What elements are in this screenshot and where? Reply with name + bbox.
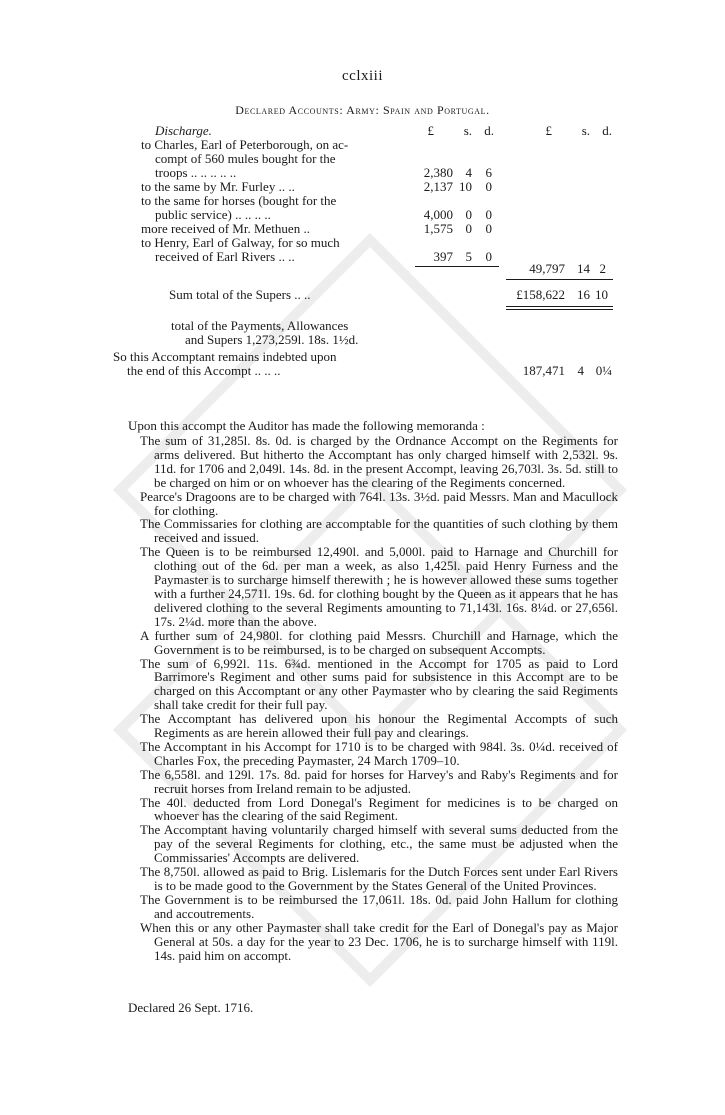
indebted-line: the end of this Accompt .. .. .. (127, 363, 281, 378)
entry-line: to Henry, Earl of Galway, for so much (141, 235, 340, 250)
page-number: cclxiii (342, 68, 383, 84)
memorandum-item: The Accomptant has delivered upon his honour the Regimental Accompts of such Regiments as are herein allowed their full pay and clearings. (140, 711, 618, 741)
entry-pence: 0 (485, 249, 492, 264)
entry-line: to the same for horses (bought for the (141, 193, 337, 208)
declared-date: Declared 26 Sept. 1716. (128, 1000, 254, 1015)
col2-pence-header: d. (602, 123, 612, 138)
subtotal-rule (506, 279, 613, 280)
entry-shillings: 5 (465, 249, 472, 264)
entry-pounds: 2,380 (423, 165, 453, 180)
memorandum-item: The Queen is to be reimbursed 12,490l. and 5,000l. paid to Harnage and Churchill for clothing out of the 6d. per man a week, as also 1,425l. paid Henry Furness and the Paymaster is to surcharge himself therewith ; he is however allowed these sums together with a further 24,571l. 19s. 6d. for clothing bought by the Queen as it appears that he has delivered clothing to the several Regiments amounting to 71,143l. 16s. 8¼d. or 27,656l. 17s. 2¼d. more than the above. (140, 544, 618, 629)
sum-total-shillings: 16 (577, 287, 590, 302)
entry-line: received of Earl Rivers .. .. (155, 249, 295, 264)
entry-pence: 0 (485, 221, 492, 236)
entry-shillings: 10 (459, 179, 472, 194)
entry-line: to the same by Mr. Furley .. .. (141, 179, 295, 194)
payments-total-line: and Supers 1,273,259l. 18s. 1½d. (185, 332, 359, 347)
sum-total-rule-bottom (506, 309, 613, 310)
entry-line: troops .. .. .. .. .. (155, 165, 237, 180)
subtotal-pounds: 49,797 (529, 261, 565, 276)
col2-pound-header: £ (545, 123, 552, 138)
entry-pounds: 1,575 (423, 221, 453, 236)
memorandum-item: A further sum of 24,980l. for clothing paid Messrs. Churchill and Harnage, which the Government is to be reimbursed, is to be charged on subsequent Accompts. (140, 627, 618, 657)
memorandum-item: The sum of 6,992l. 11s. 6¾d. mentioned in the Accompt for 1705 as paid to Lord Barrimore's Regiment and other sums paid for subsistence in this Accompt are to be charged on this Accomptant or any other Paymaster who by clearing the said Regiments shall take credit for their full pay. (140, 655, 618, 713)
discharge-heading: Discharge. (155, 123, 212, 138)
entry-line: to Charles, Earl of Peterborough, on ac- (141, 137, 349, 152)
entry-shillings: 0 (465, 207, 472, 222)
memorandum-item: When this or any other Paymaster shall take credit for the Earl of Donegal's pay as Major General at 50s. a day for the year to 23 Dec. 1706, he is to surcharge himself with 119l. 14s. paid him on accompt. (140, 919, 618, 963)
indebted-line: So this Accomptant remains indebted upon (113, 349, 337, 364)
memorandum-item: Pearce's Dragoons are to be charged with 764l. 13s. 3½d. paid Messrs. Man and Macullock for clothing. (140, 488, 618, 518)
memorandum-item: The sum of 31,285l. 8s. 0d. is charged by the Ordnance Accompt on the Regiments for arms delivered. But hitherto the Accomptant has only charged himself with 2,532l. 9s. 11d. for 1706 and 2,049l. 14s. 8d. in the present Accompt, leaving 26,703l. 3s. 5d. still to be charged on him or on whoever has the clearing of the Regiments concerned. (140, 433, 618, 490)
indebted-shillings: 4 (577, 363, 584, 378)
memorandum-item: The Government is to be reimbursed the 17,061l. 18s. 0d. paid John Hallum for clothing and accoutrements. (140, 891, 618, 921)
col1-pence-header: d. (484, 123, 494, 138)
entry-pence: 0 (485, 179, 492, 194)
entry-line: compt of 560 mules bought for the (155, 151, 336, 166)
memoranda-intro: Upon this accompt the Auditor has made the following memoranda : (128, 418, 485, 433)
entry-shillings: 0 (465, 221, 472, 236)
entry-line: more received of Mr. Methuen .. (141, 221, 310, 236)
col1-shilling-header: s. (463, 123, 472, 138)
memorandum-item: The 40l. deducted from Lord Donegal's Regiment for medicines is to be charged on whoever has the clearing of the said Regiment. (140, 794, 618, 824)
entry-pence: 6 (485, 165, 492, 180)
entry-pence: 0 (485, 207, 492, 222)
column-rule (415, 266, 499, 267)
entry-pounds: 397 (433, 249, 453, 264)
memorandum-item: The 6,558l. and 129l. 17s. 8d. paid for horses for Harvey's and Raby's Regiments and for recruit horses from Ireland remain to be adjusted. (140, 766, 618, 796)
sum-total-label: Sum total of the Supers .. .. (169, 287, 311, 302)
memorandum-item: The Accomptant in his Accompt for 1710 is to be charged with 984l. 3s. 0¼d. received of Charles Fox, the preceding Paymaster, 24 March 1709–10. (140, 738, 618, 768)
sum-total-rule-top (506, 306, 613, 307)
col1-pound-header: £ (427, 123, 434, 138)
payments-total-line: total of the Payments, Allowances (171, 318, 349, 333)
entry-pounds: 2,137 (423, 179, 453, 194)
running-head: Declared Accounts: Army: Spain and Portugal. (235, 103, 490, 117)
indebted-pence: 0¼ (595, 363, 612, 378)
sum-total-pounds: £158,622 (516, 287, 565, 302)
indebted-pounds: 187,471 (522, 363, 565, 378)
memorandum-item: The Accomptant having voluntarily charged himself with several sums deducted from the pay of the several Regiments for clothing, etc., the same must be adjusted when the Commissaries' Accompts are delivered. (140, 822, 618, 866)
memorandum-item: The Commissaries for clothing are accomptable for the quantities of such clothing by them received and issued. (140, 516, 618, 546)
col2-shilling-header: s. (581, 123, 590, 138)
memorandum-item: The 8,750l. allowed as paid to Brig. Lislemaris for the Dutch Forces sent under Earl Rivers is to be made good to the Government by the States General of the United Provinces. (140, 864, 618, 893)
memoranda-list (140, 434, 618, 962)
subtotal-shillings: 14 (577, 261, 590, 276)
sum-total-pence: 10 (595, 287, 608, 302)
entry-shillings: 4 (465, 165, 472, 180)
subtotal-pence: 2 (599, 261, 606, 276)
entry-pounds: 4,000 (423, 207, 453, 222)
entry-line: public service) .. .. .. .. (155, 207, 271, 222)
